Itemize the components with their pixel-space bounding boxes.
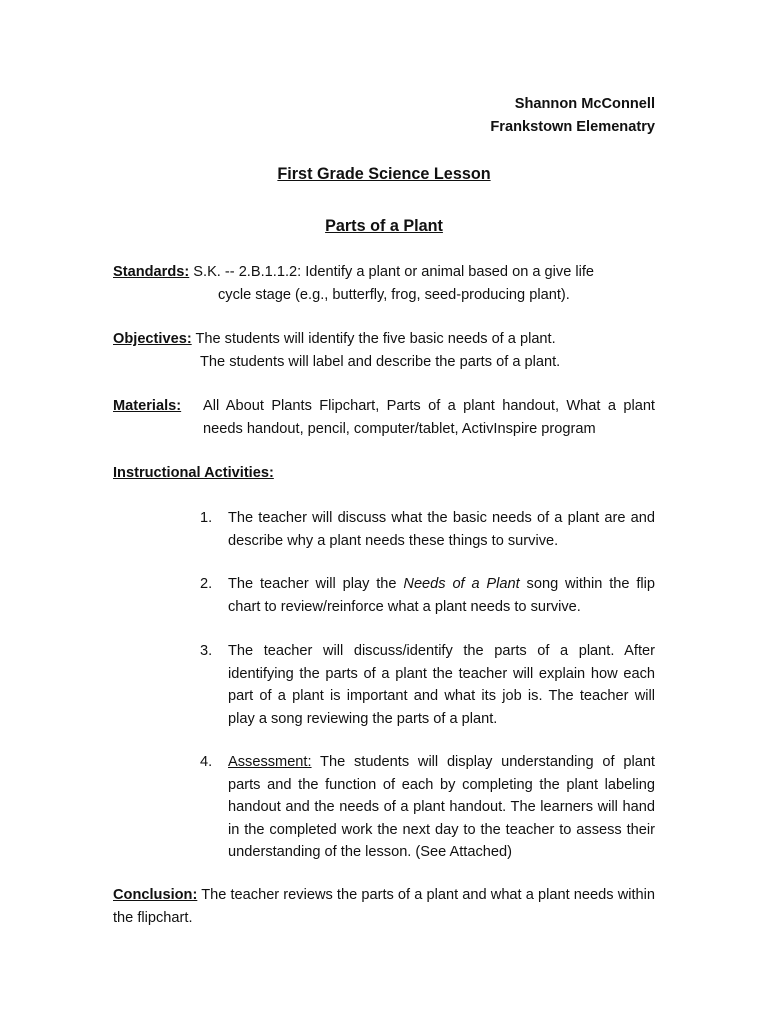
objectives-line-1: The students will identify the five basic needs of a plant. bbox=[191, 331, 556, 347]
topic-title: Parts of a Plant bbox=[325, 217, 443, 235]
list-item bbox=[200, 640, 655, 730]
list-item-number: 4. bbox=[200, 754, 213, 770]
conclusion-label: Conclusion: bbox=[113, 887, 198, 903]
standards-label: Standards: bbox=[113, 264, 190, 280]
author-name: Shannon McConnell bbox=[514, 96, 655, 112]
lesson-title: First Grade Science Lesson bbox=[277, 165, 491, 183]
standards-section bbox=[113, 261, 655, 306]
list-item-text bbox=[228, 573, 655, 618]
objectives-section bbox=[113, 328, 655, 373]
list-item-text-end: song within the flip chart to review/reinforce what a plant needs to survive. bbox=[228, 576, 655, 615]
activities-heading bbox=[113, 462, 655, 485]
school-name: Frankstown Elemenatry bbox=[490, 119, 655, 135]
author-block bbox=[490, 93, 655, 139]
list-item bbox=[200, 751, 655, 864]
conclusion-text: The teacher reviews the parts of a plant and what a plant needs within the flipchart. bbox=[113, 887, 655, 926]
materials-label: Materials: bbox=[113, 398, 182, 414]
activities-label: Instructional Activities: bbox=[113, 465, 274, 481]
assessment-text: The students will display understanding of plant parts and the function of each by completing the plant labeling handout and the needs of a plant handout. The learners will hand in the completed work the next day to the teacher to assess their understanding of the lesson. (See Attached) bbox=[228, 754, 655, 860]
list-item-text bbox=[228, 751, 655, 864]
list-item-text: The teacher will discuss/identify the parts of a plant. After identifying the parts of a plant the teacher will explain how each part of a plant is important and what its job is. The teacher will play a song reviewing the parts of a plant. bbox=[228, 643, 655, 727]
materials-section bbox=[113, 395, 655, 440]
list-item bbox=[200, 507, 655, 552]
standards-line-1: S.K. -- 2.B.1.1.2: Identify a plant or animal based on a give life bbox=[189, 264, 595, 280]
list-item-number: 2. bbox=[200, 576, 213, 592]
objectives-label: Objectives: bbox=[113, 331, 192, 347]
standards-line-2: cycle stage (e.g., butterfly, frog, seed-producing plant). bbox=[218, 286, 570, 303]
list-item-text: The teacher will discuss what the basic needs of a plant are and describe why a plant needs these things to survive. bbox=[228, 510, 655, 549]
materials-text: All About Plants Flipchart, Parts of a plant handout, What a plant needs handout, pencil, computer/tablet, ActivInspire program bbox=[203, 398, 655, 437]
assessment-label: Assessment: bbox=[228, 754, 312, 770]
list-item-number: 1. bbox=[200, 510, 213, 526]
list-item bbox=[200, 573, 655, 618]
song-title: Needs of a Plant bbox=[403, 576, 520, 592]
list-item-text-start: The teacher will play the bbox=[228, 576, 404, 592]
conclusion-section bbox=[113, 884, 655, 929]
list-item-number: 3. bbox=[200, 643, 213, 659]
objectives-line-2: The students will label and describe the parts of a plant. bbox=[200, 353, 561, 370]
